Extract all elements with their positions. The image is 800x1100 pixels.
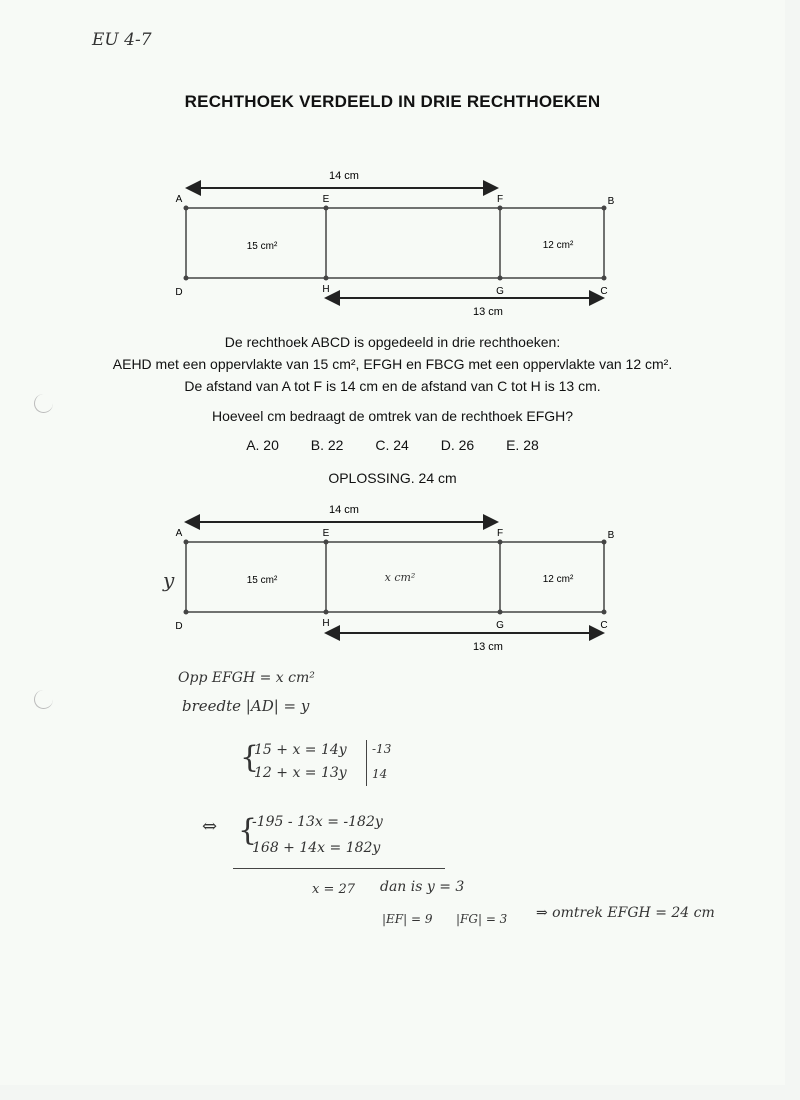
handwritten-equation-1: 15 + x = 14y: [254, 742, 347, 758]
solution-label: OPLOSSING. 24 cm: [328, 470, 457, 486]
point-h-label: H: [322, 284, 330, 295]
punch-hole-mark: [34, 394, 53, 413]
corner-note: EU 4-7: [92, 30, 152, 50]
choice-d: D. 26: [440, 437, 475, 453]
point-f-label: F: [496, 528, 504, 539]
point-c-label: C: [600, 286, 608, 297]
area-label-right: 12 cm²: [542, 240, 574, 251]
area-label-left: 15 cm²: [246, 241, 278, 252]
point-e-label: E: [322, 194, 330, 205]
dimension-label-top: 14 cm: [329, 504, 359, 516]
handwritten-result-x: x = 27: [312, 882, 356, 897]
handwritten-multiplier-2: 14: [372, 767, 388, 781]
problem-line-1: De rechthoek ABCD is opgedeeld in drie rechthoeken:: [224, 334, 561, 350]
problem-line-2: AEHD met een oppervlakte van 15 cm², EFGH en FBCG met een oppervlakte van 12 cm².: [112, 356, 673, 372]
question: Hoeveel cm bedraagt de omtrek van de rechthoek EFGH?: [211, 408, 574, 424]
point-f-label: F: [496, 194, 504, 205]
handwritten-conclusion: ⇒ omtrek EFGH = 24 cm: [536, 905, 715, 921]
diagram-problem: [0, 160, 785, 325]
page-title: RECHTHOEK VERDEELD IN DRIE RECHTHOEKEN: [184, 92, 601, 111]
dimension-label-bottom: 13 cm: [473, 641, 503, 653]
dimension-label-bottom: 13 cm: [473, 306, 503, 318]
area-label-middle: x cm²: [384, 571, 416, 584]
handwritten-equation-2: 12 + x = 13y: [254, 765, 347, 781]
choice-b: B. 22: [310, 437, 344, 453]
handwritten-fg: |FG| = 3: [456, 912, 508, 926]
point-g-label: G: [496, 286, 504, 297]
handwritten-definition-x: Opp EFGH = x cm²: [178, 670, 315, 686]
point-b-label: B: [607, 530, 615, 541]
handwritten-equation-4: 168 + 14x = 182y: [252, 840, 381, 856]
handwritten-equivalence: ⇔: [202, 816, 218, 837]
punch-hole-mark: [34, 690, 53, 709]
choice-a: A. 20: [246, 437, 279, 453]
point-e-label: E: [322, 528, 330, 539]
area-label-right: 12 cm²: [542, 574, 574, 585]
handwritten-ef: |EF| = 9: [382, 912, 433, 926]
handwritten-equation-3: -195 - 13x = -182y: [252, 814, 383, 830]
diagram-solution: [0, 495, 785, 660]
area-label-left: 15 cm²: [246, 575, 278, 586]
choice-e: E. 28: [506, 437, 539, 453]
sum-line: [233, 868, 445, 869]
dimension-label-top: 14 cm: [329, 170, 359, 182]
handwritten-result-y: dan is y = 3: [380, 879, 465, 895]
answer-choices: [0, 437, 785, 453]
point-d-label: D: [175, 621, 183, 632]
side-label-y: y: [163, 568, 175, 592]
choice-c: C. 24: [375, 437, 409, 453]
point-b-label: B: [607, 196, 615, 207]
handwritten-multiplier-1: -13: [372, 742, 392, 756]
problem-line-3: De afstand van A tot F is 14 cm en de afstand van C tot H is 13 cm.: [184, 378, 601, 394]
point-a-label: A: [175, 194, 183, 205]
point-h-label: H: [322, 618, 330, 629]
point-c-label: C: [600, 620, 608, 631]
point-g-label: G: [496, 620, 504, 631]
handwritten-definition-y: breedte |AD| = y: [182, 697, 310, 715]
point-a-label: A: [175, 528, 183, 539]
point-d-label: D: [175, 287, 183, 298]
document-page: EU 4-7 RECHTHOEK VERDEELD IN DRIE RECHTHOEKEN 14 cm A E F B D H G C 15 cm² 12 cm² 13 cm De rechthoek ABCD is opgedeeld in drie rechthoeken: AEHD met een oppervlakte van 15 cm², EFGH en FBCG met een oppervlakte van 12 cm². De afstand van A tot F is 14 cm en de afstand van C tot H is 13 cm. Hoeveel cm bedraagt de omtrek van de rechthoek EFGH? A. 20 B. 22 C. 24 D. 26 E. 28 OPLOSSING. 24 cm 14 cm A E F B D H G C 15 cm² x cm² 12 cm² y 13 cm Opp EFGH = x cm² breedte |AD| = y { 15 + x = 14y 12 + x = 13y -13 14 ⇔ { -195 - 13x = -182y 168 + 14x = 182y x = 27 dan is y = 3 |EF| = 9 |FG| = 3 ⇒ omtrek EFGH = 24 cm: [0, 0, 785, 1085]
